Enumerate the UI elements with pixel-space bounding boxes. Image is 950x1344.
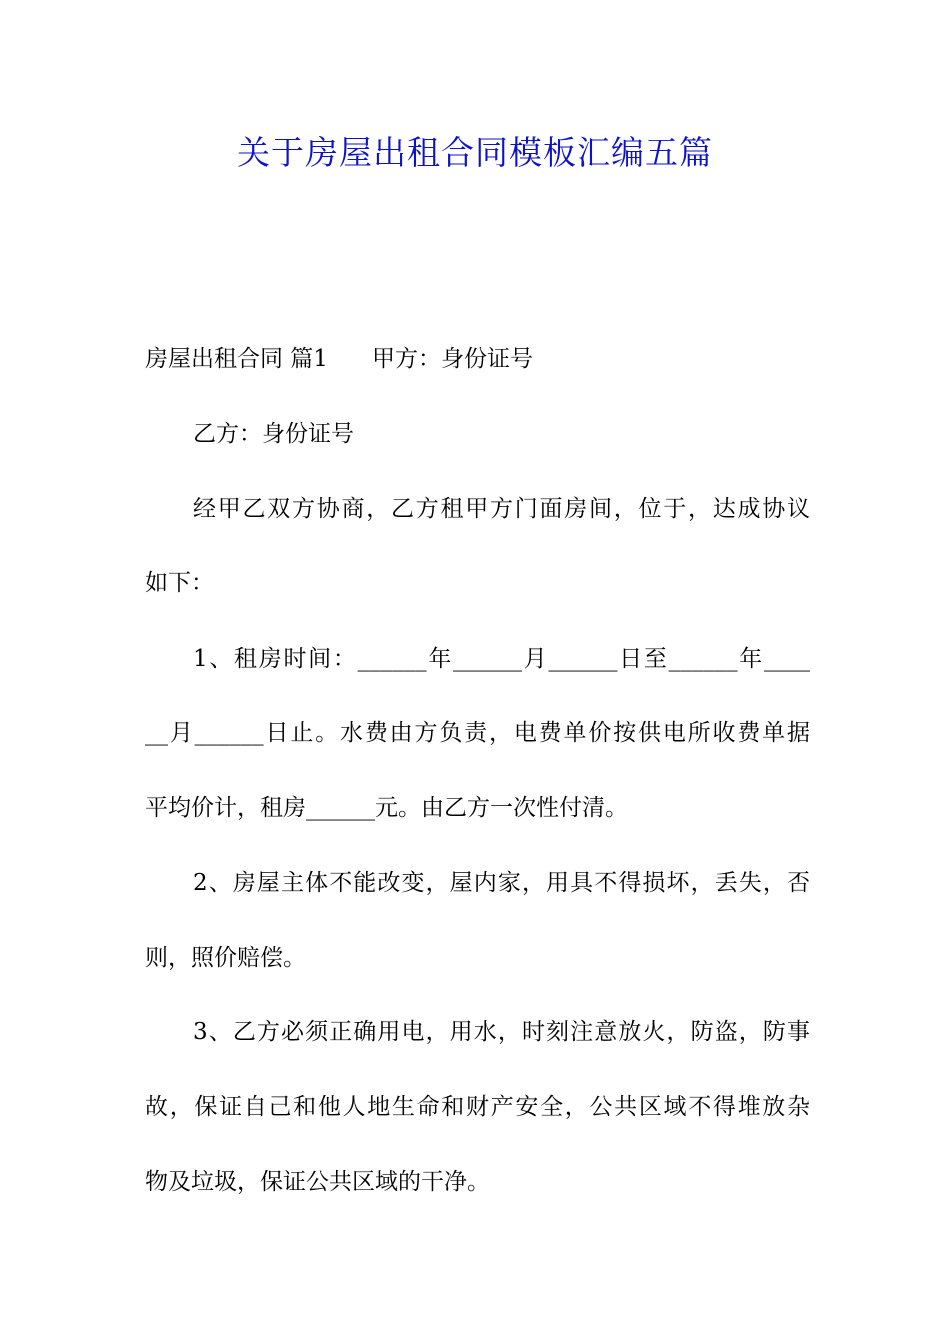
clause-1-line: 1、租房时间：______年______月______日至______年____ [193,646,810,672]
clause-3-line: 故，保证自己和他人地生命和财产安全，公共区域不得堆放杂 [145,1094,810,1120]
section-label: 房屋出租合同 篇1 [145,346,328,372]
clause-2-line: 2、房屋主体不能改变，屋内家，用具不得损坏，丢失，否 [193,870,810,896]
paragraph-line: 经甲乙双方协商，乙方租甲方门面房间，位于，达成协议 [193,496,810,522]
section-heading-line [145,341,810,377]
clause-1-line: 平均价计，租房______元。由乙方一次性付清。 [145,795,628,821]
document-title: 关于房屋出租合同模板汇编五篇 [237,133,713,172]
paragraph-line: 如下： [145,570,214,596]
clause-3-line: 物及垃圾，保证公共区域的干净。 [145,1169,490,1195]
clause-2-line: 则，照价赔偿。 [145,945,306,971]
party-a-line: 甲方：身份证号 [371,346,533,372]
clause-3-line: 3、乙方必须正确用电，用水，时刻注意放火，防盗，防事 [193,1019,810,1045]
party-b-line: 乙方：身份证号 [193,421,354,447]
clause-1-line: __月______日止。水费由方负责，电费单价按供电所收费单据 [145,720,810,746]
